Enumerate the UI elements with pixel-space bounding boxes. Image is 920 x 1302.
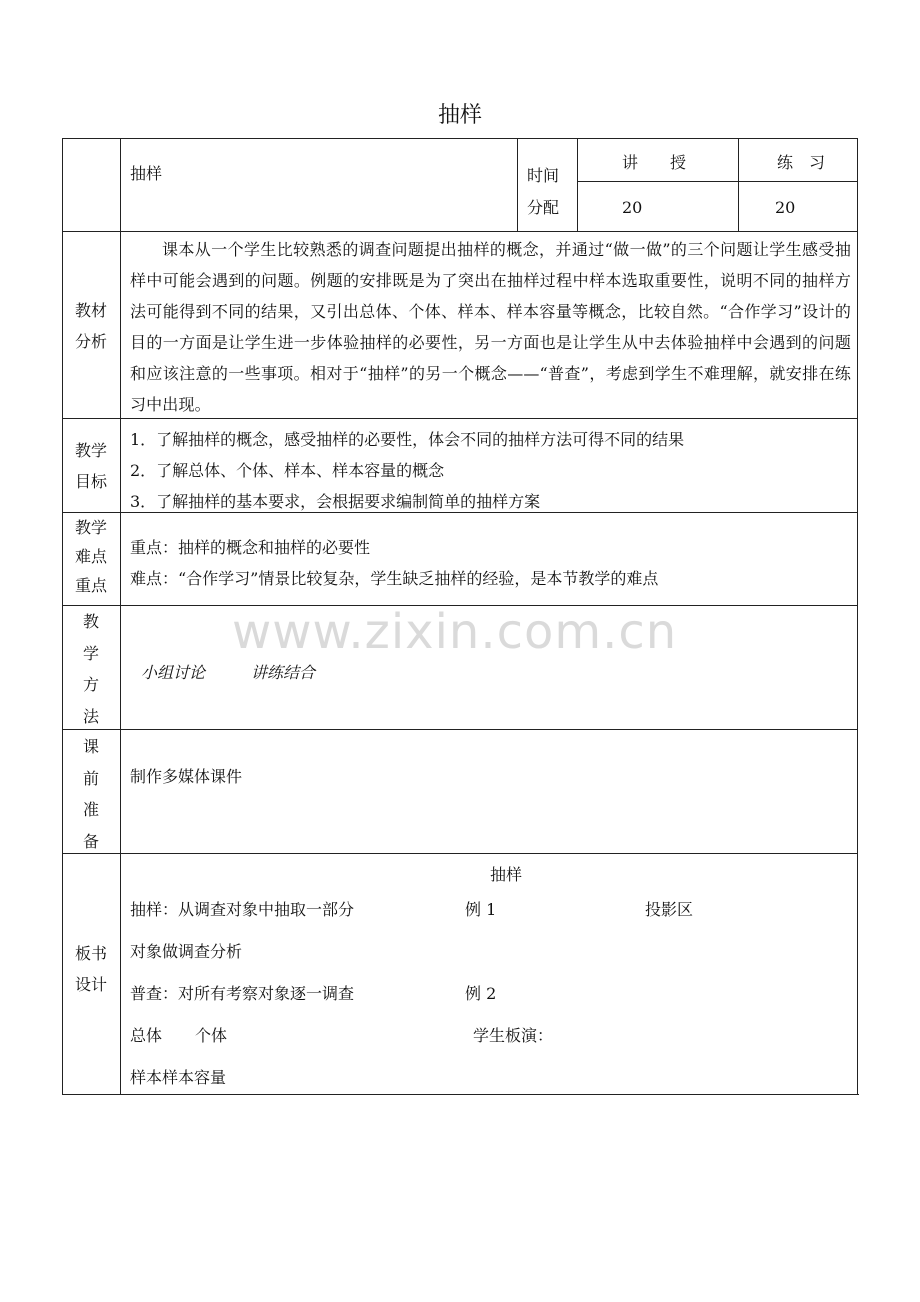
table-border-right — [857, 138, 858, 1095]
goal-item-1: 1．了解抽样的概念，感受抽样的必要性，体会不同的抽样方法可得不同的结果 — [130, 430, 685, 449]
table-border-left — [62, 138, 63, 1095]
row-divider-time — [577, 181, 858, 182]
lecture-time-value: 20 — [622, 198, 643, 217]
practice-column-divider — [738, 138, 739, 231]
page-title: 抽样 — [437, 103, 482, 128]
time-value-divider — [577, 138, 578, 231]
lesson-plan-table — [62, 138, 858, 1095]
board-example-2: 例 2 — [465, 984, 497, 1003]
row-divider-4 — [62, 605, 858, 606]
method-practice: 讲练结合 — [251, 663, 316, 682]
practice-time-value: 20 — [775, 198, 796, 217]
difficult-point: 难点：“合作学习”情景比较复杂，学生缺乏抽样的经验，是本节教学的难点 — [130, 569, 659, 588]
board-sampling-definition: 抽样：从调查对象中抽取一部分 — [130, 900, 355, 919]
goal-item-3: 3．了解抽样的基本要求，会根据要求编制简单的抽样方案 — [130, 492, 541, 511]
teaching-method-label: 教学方法 — [82, 612, 99, 726]
time-label-1: 时间 — [527, 166, 560, 185]
board-population: 总体 — [130, 1026, 163, 1045]
board-heading: 抽样 — [490, 865, 523, 884]
practice-label: 练 习 — [777, 153, 826, 172]
board-projection-area: 投影区 — [645, 900, 694, 919]
board-sampling-definition-cont: 对象做调查分析 — [130, 942, 243, 961]
watermark: www.zixin.com.cn — [232, 604, 678, 660]
lecture-label: 讲 授 — [622, 153, 687, 172]
board-student-work: 学生板演： — [473, 1026, 554, 1045]
row-divider-6 — [62, 853, 858, 854]
time-column-divider — [517, 138, 518, 231]
row-divider-3 — [62, 512, 858, 513]
board-design-label: 板书设计 — [74, 944, 107, 994]
key-points-label: 教学难点重点 — [74, 518, 107, 595]
label-column-divider — [120, 138, 121, 1095]
teaching-goals-label: 教学目标 — [74, 441, 107, 491]
board-census-definition: 普查：对所有考察对象逐一调查 — [130, 984, 355, 1003]
focus-point: 重点：抽样的概念和抽样的必要性 — [130, 538, 371, 557]
method-group-discussion: 小组讨论 — [141, 663, 206, 682]
goal-item-2: 2．了解总体、个体、样本、样本容量的概念 — [130, 461, 445, 480]
board-individual: 个体 — [195, 1026, 228, 1045]
table-border-bottom — [62, 1094, 859, 1095]
time-label-2: 分配 — [527, 198, 560, 217]
material-analysis-text: 课本从一个学生比较熟悉的调查问题提出抽样的概念，并通过“做一做”的三个问题让学生感受抽样中可能会遇到的问题。例题的安排既是为了突出在抽样过程中样本选取重要性，说明不同的抽样方法可能得到不同的结果，又引出总体、个体、样本、样本容量等概念，比较自然。“合作学习”设计的目的一方面是让学生进一步体验抽样的必要性，另一方面也是让学生从中去体验抽样中会遇到的问题和应该注意的一些事项。相对于“抽样”的另一个概念——“普查”，考虑到学生不难理解，就安排在练习中出现。 — [130, 240, 851, 414]
lesson-topic: 抽样 — [130, 164, 163, 183]
preparation-text: 制作多媒体课件 — [130, 767, 243, 786]
row-divider-5 — [62, 729, 858, 730]
board-example-1: 例 1 — [465, 900, 497, 919]
preparation-label: 课前准备 — [82, 737, 99, 851]
material-analysis-label: 教材分析 — [74, 301, 107, 351]
board-sample-line: 样本样本容量 — [130, 1068, 227, 1087]
row-divider-1 — [62, 231, 858, 232]
